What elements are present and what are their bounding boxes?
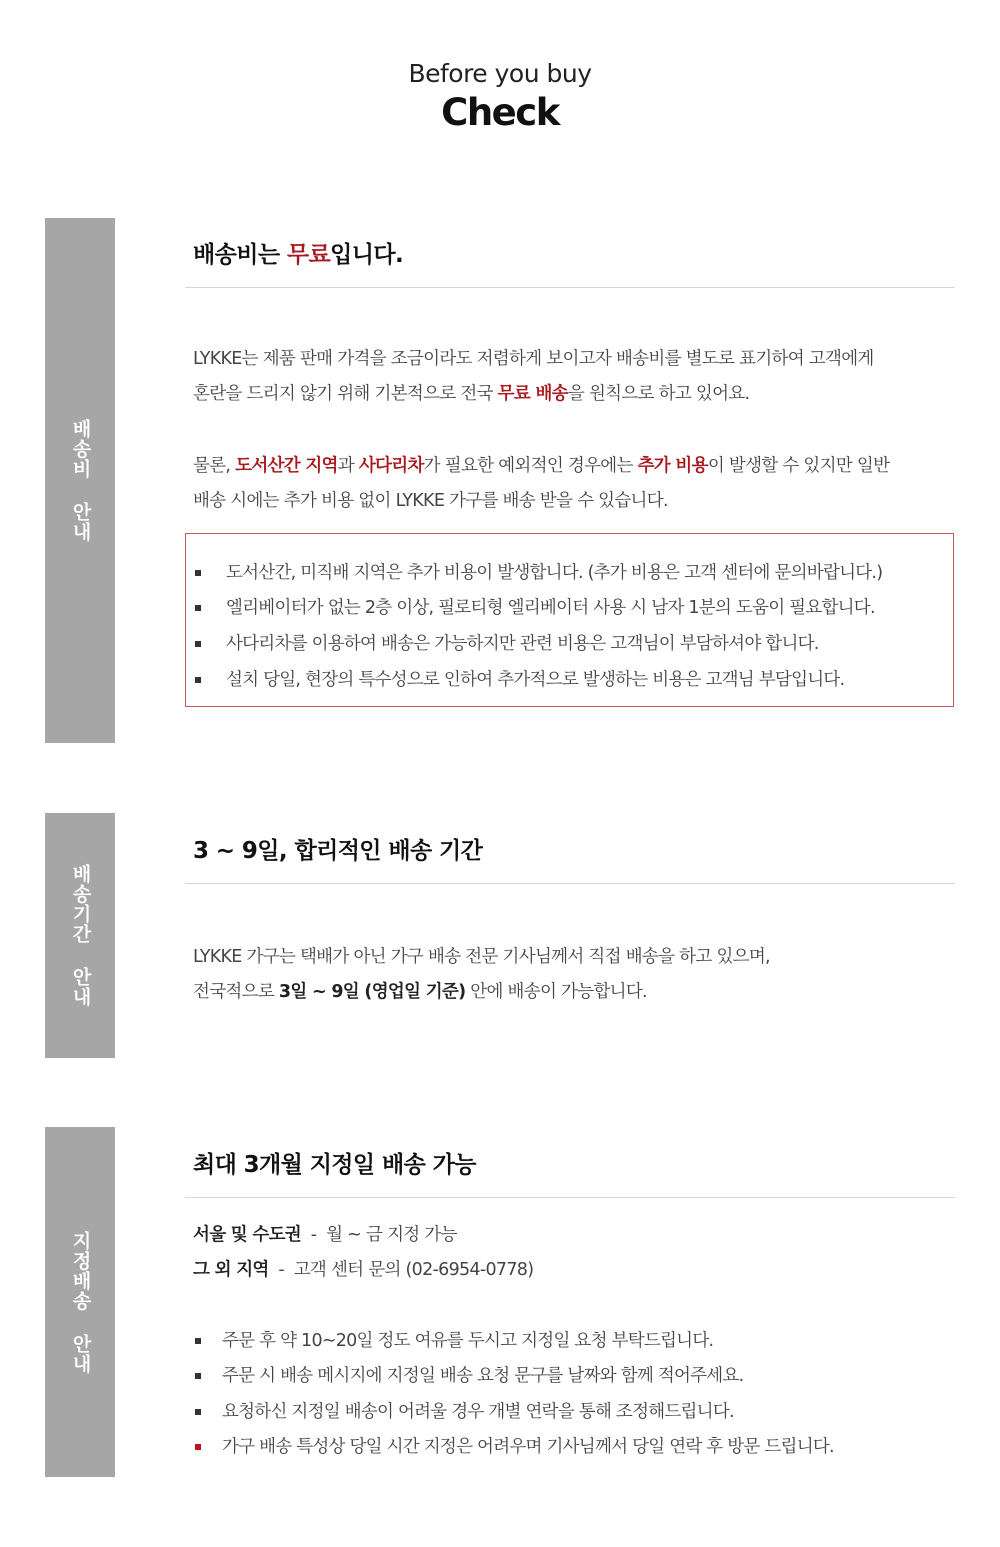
notice-item: 엘리베이터가 없는 2층 이상, 필로티형 엘리베이터 사용 시 남자 1분의 도움이 필요합니다. xyxy=(226,598,875,618)
section-heading-scheduled-delivery: 최대 3개월 지정일 배송 가능 xyxy=(193,1152,476,1178)
paragraph-line: LYKKE 가구는 택배가 아닌 가구 배송 전문 기사님께서 직접 배송을 하고 있으며, xyxy=(193,947,770,967)
bullet-square-icon xyxy=(195,1373,201,1379)
shipping-fee-paragraph-2 xyxy=(193,449,889,519)
info-row-separator: - xyxy=(278,1260,284,1280)
bullet-square-icon xyxy=(195,570,201,576)
notice-item: 설치 당일, 현장의 특수성으로 인하여 추가적으로 발생하는 비용은 고객님 부담입니다. xyxy=(226,670,845,690)
bullet-square-icon xyxy=(195,605,201,611)
side-label-shipping-fee xyxy=(45,218,115,743)
highlight-extra-cost: 추가 비용 xyxy=(637,456,708,476)
scheduled-delivery-bullet: 주문 후 약 10~20일 정도 여유를 두시고 지정일 요청 부탁드립니다. xyxy=(222,1331,714,1351)
text-span: 안에 배송이 가능합니다. xyxy=(465,982,647,1002)
section-heading-delivery-period: 3 ~ 9일, 합리적인 배송 기간 xyxy=(193,838,483,864)
section-heading-shipping-fee xyxy=(193,236,403,269)
text-span: 가 필요한 예외적인 경우에는 xyxy=(423,456,638,476)
side-label-delivery-period xyxy=(45,813,115,1058)
delivery-days-bold: 3일 ~ 9일 (영업일 기준) xyxy=(278,982,466,1002)
notice-item: 도서산간, 미직배 지역은 추가 비용이 발생합니다. (추가 비용은 고객 센터에 문의바랍니다.) xyxy=(226,563,883,583)
info-row-other-area xyxy=(193,1253,533,1288)
heading-text-end: 입니다. xyxy=(330,242,404,268)
highlight-free-shipping: 무료 배송 xyxy=(497,384,568,404)
text-span: 물론, xyxy=(193,456,236,476)
bullet-square-icon xyxy=(195,677,201,683)
side-label-text: 지정배송 안내 xyxy=(69,1230,92,1374)
bullet-square-icon xyxy=(195,641,201,647)
header-subtitle: Before you buy xyxy=(408,59,592,88)
paragraph-line: 배송 시에는 추가 비용 없이 LYKKE 가구를 배송 받을 수 있습니다. xyxy=(193,491,668,511)
divider xyxy=(185,1197,955,1198)
page-header xyxy=(0,58,1000,134)
paragraph-line xyxy=(193,975,770,1010)
scheduled-delivery-bullet: 요청하신 지정일 배송이 어려울 경우 개별 연락을 통해 조정해드립니다. xyxy=(222,1402,734,1422)
info-row-value: 고객 센터 문의 (02-6954-0778) xyxy=(293,1260,534,1280)
text-span: 을 원칙으로 하고 있어요. xyxy=(567,384,750,404)
bullet-square-icon xyxy=(195,1409,201,1415)
scheduled-delivery-info xyxy=(193,1218,533,1288)
text-span: 전국적으로 xyxy=(193,982,279,1002)
scheduled-delivery-warning: 가구 배송 특성상 당일 시간 지정은 어려우며 기사님께서 당일 연락 후 방문 드립니다. xyxy=(222,1437,834,1457)
info-row-capital-area xyxy=(193,1218,533,1253)
divider xyxy=(185,287,955,288)
info-row-key: 서울 및 수도권 xyxy=(193,1225,302,1245)
scheduled-delivery-bullet: 주문 시 배송 메시지에 지정일 배송 요청 문구를 날짜와 함께 적어주세요. xyxy=(222,1366,744,1386)
paragraph-line xyxy=(193,377,874,412)
divider xyxy=(185,883,955,884)
heading-text: 배송비는 xyxy=(193,242,287,268)
text-span: 과 xyxy=(337,456,359,476)
bullet-square-icon xyxy=(195,1338,201,1344)
text-span: 혼란을 드리지 않기 위해 기본적으로 전국 xyxy=(193,384,498,404)
side-label-text: 배송비 안내 xyxy=(69,419,92,542)
highlight-ladder-truck: 사다리차 xyxy=(358,456,424,476)
notice-item: 사다리차를 이용하여 배송은 가능하지만 관련 비용은 고객님이 부담하셔야 합니다. xyxy=(226,634,819,654)
info-row-separator: - xyxy=(310,1225,317,1245)
highlight-remote-area: 도서산간 지역 xyxy=(235,456,338,476)
shipping-fee-paragraph-1 xyxy=(193,342,874,412)
header-title: Check xyxy=(441,91,559,134)
bullet-square-icon-red xyxy=(195,1444,201,1450)
text-span: 이 발생할 수 있지만 일반 xyxy=(707,456,890,476)
side-label-scheduled-delivery xyxy=(45,1127,115,1477)
paragraph-line: LYKKE는 제품 판매 가격을 조금이라도 저렴하게 보이고자 배송비를 별도로 표기하여 고객에게 xyxy=(193,349,874,369)
delivery-period-paragraph xyxy=(193,940,770,1010)
heading-highlight: 무료 xyxy=(286,242,331,268)
info-row-value: 월 ~ 금 지정 가능 xyxy=(326,1225,457,1245)
info-row-key: 그 외 지역 xyxy=(193,1260,269,1280)
side-label-text: 배송기간 안내 xyxy=(69,864,92,1007)
paragraph-line xyxy=(193,449,889,484)
